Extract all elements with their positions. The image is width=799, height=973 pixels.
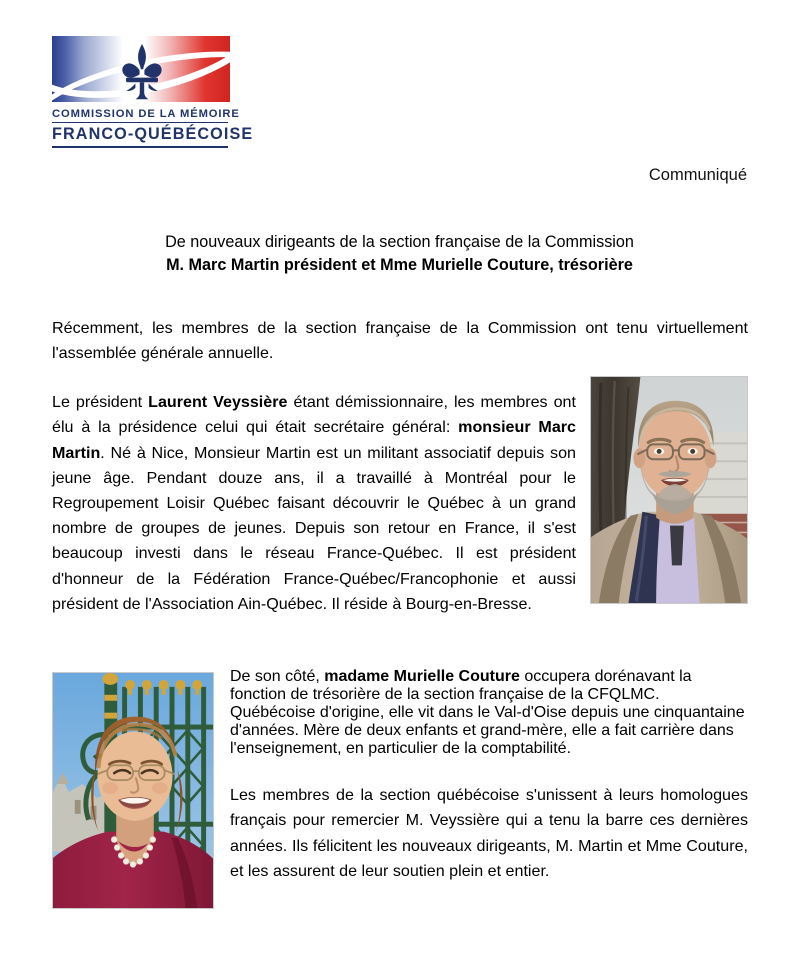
closing-paragraph: Les membres de la section québécoise s'unissent à leurs homologues français pour remercier M. Veyssière qui a tenu la barre ces dernières années. Ils félicitent les nouveaux dirigeants, M. Martin et Mme Couture, et les assurent de leur soutien plein et entier.: [230, 786, 748, 880]
title-line-1: De nouveaux dirigeants de la section française de la Commission: [165, 233, 634, 251]
martin-text-seg2: étant démissionnaire, les membres ont élu à la présidence celui qui était secrétaire général:: [52, 393, 576, 437]
martin-name-veyssiere: Laurent Veyssière: [148, 393, 288, 412]
title-line-2: M. Marc Martin président et Mme Murielle Couture, trésorière: [166, 256, 633, 274]
couture-text-seg1: De son côté,: [230, 668, 325, 686]
fleur-de-lis-icon: [114, 42, 170, 100]
couture-name-murielle-couture: madame Murielle Couture: [324, 668, 520, 686]
portrait-photo-murielle-couture: [52, 672, 214, 909]
intro-paragraph: Récemment, les membres de la section française de la Commission ont tenu virtuellement l'assemblée générale annuelle.: [52, 319, 748, 363]
document-title: [52, 231, 747, 277]
couture-section: [52, 652, 748, 915]
communique-label: Communiqué: [648, 166, 747, 184]
organization-logo: [52, 36, 254, 150]
martin-text-seg1: Le président: [52, 393, 149, 412]
couture-text-seg2: occupera dorénavant la fonction de trésorière de la section française de la CFQLMC. Québécoise d'origine, elle vit dans le Val-d'Oise depuis une cinquantaine d'années. Mère de deux enfants et grand-mère, elle a fait carrière dans l'enseignement, en particulier de la comptabilité.: [230, 668, 745, 758]
martin-section: [52, 374, 748, 633]
couture-photo-artwork: [53, 673, 213, 908]
logo-text-line-1: COMMISSION DE LA MÉMOIRE: [52, 108, 240, 120]
martin-text-seg3: . Né à Nice, Monsieur Martin est un militant associatif depuis son jeune âge. Pendant douze ans, il a travaillé à Montréal pour le Regroupement Loisir Québec faisant découvrir le Québec à un grand nombre de groupes de jeunes. Depuis son retour en France, il s'est beaucoup investi dans le réseau France-Québec. Il est président d'honneur de la Fédération France-Québec/Francophonie et aussi président de l'Association Ain-Québec. Il réside à Bourg-en-Bresse.: [52, 443, 576, 613]
portrait-photo-marc-martin: [590, 376, 748, 604]
logo-flag-banner: [52, 36, 230, 102]
martin-photo-artwork: [591, 377, 747, 603]
logo-text-line-2: FRANCO-QUÉBÉCOISE: [52, 125, 254, 144]
logo-divider-lower: [52, 146, 228, 147]
martin-name-marc-martin: monsieur Marc Martin: [52, 418, 576, 462]
logo-divider-upper: [52, 122, 228, 123]
